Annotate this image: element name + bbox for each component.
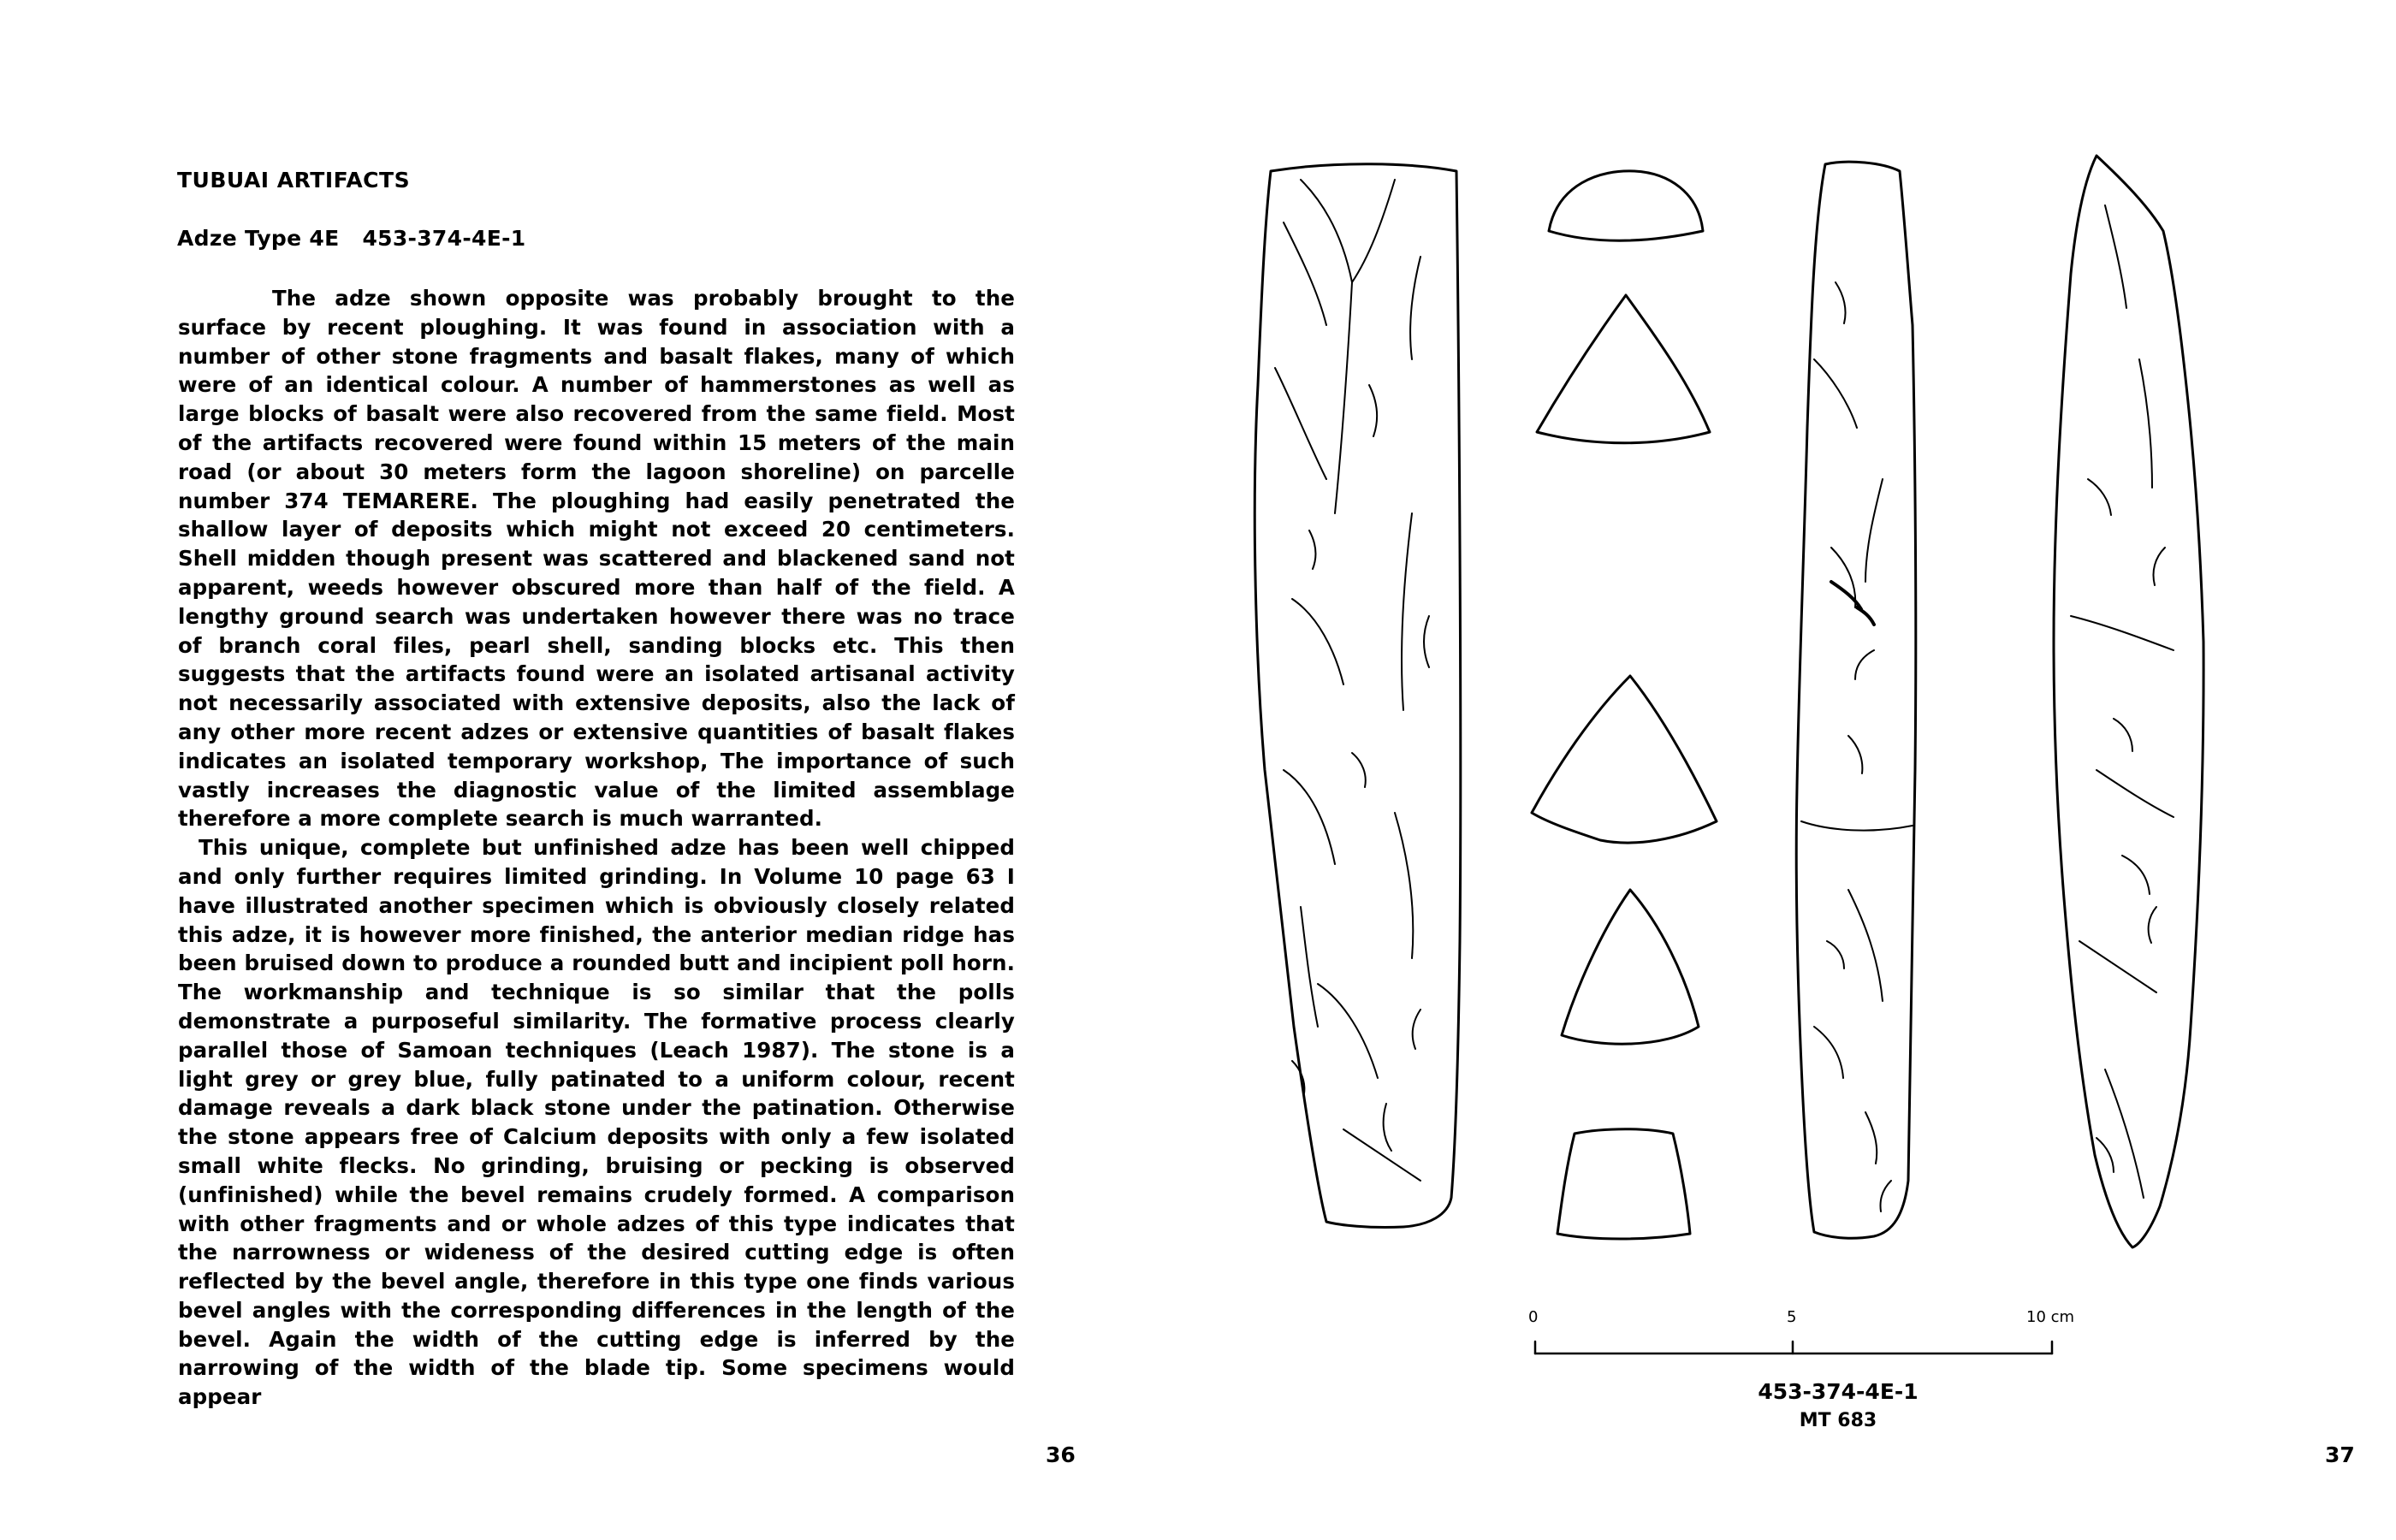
page-number-right: 37: [2325, 1442, 2355, 1467]
page-heading: TUBUAI ARTIFACTS: [177, 168, 411, 192]
right-page: [1198, 0, 2396, 1540]
figure-caption: 453-374-4E-1: [1758, 1379, 1919, 1404]
artifact-subheading: Adze Type 4E 453-374-4E-1: [177, 226, 526, 251]
cross-section-upper: [1537, 295, 1710, 443]
adze-front-view: [1254, 164, 1460, 1228]
page-number-left: 36: [1046, 1442, 1076, 1467]
scale-bar: [1535, 1342, 2052, 1353]
scale-label-0: 0: [1528, 1308, 1539, 1326]
scale-label-10: 10 cm: [2026, 1308, 2075, 1326]
cross-section-butt: [1549, 171, 1703, 240]
cross-section-bevel: [1557, 1129, 1690, 1239]
paragraph-2: This unique, complete but unfinished adze has been well chipped and only further requires limited grinding. In Volume 10 page 63 I have illustrated another specimen which is obviously closely related this adze, it is however more finished, the anterior median ridge has been bruised down to produce a rounded butt and incipient poll horn. The workmanship and technique is so similar that the polls demonstrate a purposeful similarity. The formative process clearly parallel those of Samoan techniques (Leach 1987). The stone is a light grey or grey blue, fully patinated to a uniform colour, recent damage reveals a dark black stone under the patination. Otherwise the stone appears free of Calcium deposits with only a few isolated small white flecks. No grinding, bruising or pecking is observed (unfinished) while the bevel remains crudely formed. A comparison with other fragments and or whole adzes of this type indicates that the narrowness or wideness of the desired cutting edge is often reflected by the bevel angle, therefore in this type one finds various bevel angles with the corresponding differences in the length of the bevel. Again the width of the cutting edge is inferred by the narrowing of the width of the blade tip. Some specimens would appear: [178, 835, 1015, 1410]
body-text: [178, 284, 1015, 1412]
scale-label-5: 5: [1787, 1308, 1797, 1326]
cross-section-lower: [1562, 890, 1699, 1044]
adze-side-view: [2054, 156, 2203, 1247]
paragraph-1: The adze shown opposite was probably brought to the surface by recent ploughing. It was found in association with a number of other stone fragments and basalt flakes, many of which were of an identical colour. A number of hammerstones as well as large blocks of basalt were also recovered from the same field. Most of the artifacts recovered were found within 15 meters of the main road (or about 30 meters form the lagoon shoreline) on parcelle number 374 TEMARERE. The ploughing had easily penetrated the shallow layer of deposits which might not exceed 20 centimeters. Shell midden though present was scattered and blackened sand not apparent, weeds however obscured more than half of the field. A lengthy ground search was undertaken however there was no trace of branch coral files, pearl shell, sanding blocks etc. This then suggests that the artifacts found were an isolated artisanal activity not necessarily associated with extensive deposits, also the lack of any other more recent adzes or extensive quantities of basalt flakes indicates an isolated temporary workshop, The importance of such vastly increases the diagnostic value of the limited assemblage therefore a more complete search is much warranted.: [178, 286, 1015, 832]
catalog-number: MT 683: [1799, 1410, 1877, 1431]
cross-section-mid: [1532, 676, 1717, 843]
adze-illustration: [1198, 0, 2396, 1540]
adze-back-view: [1796, 162, 1916, 1238]
